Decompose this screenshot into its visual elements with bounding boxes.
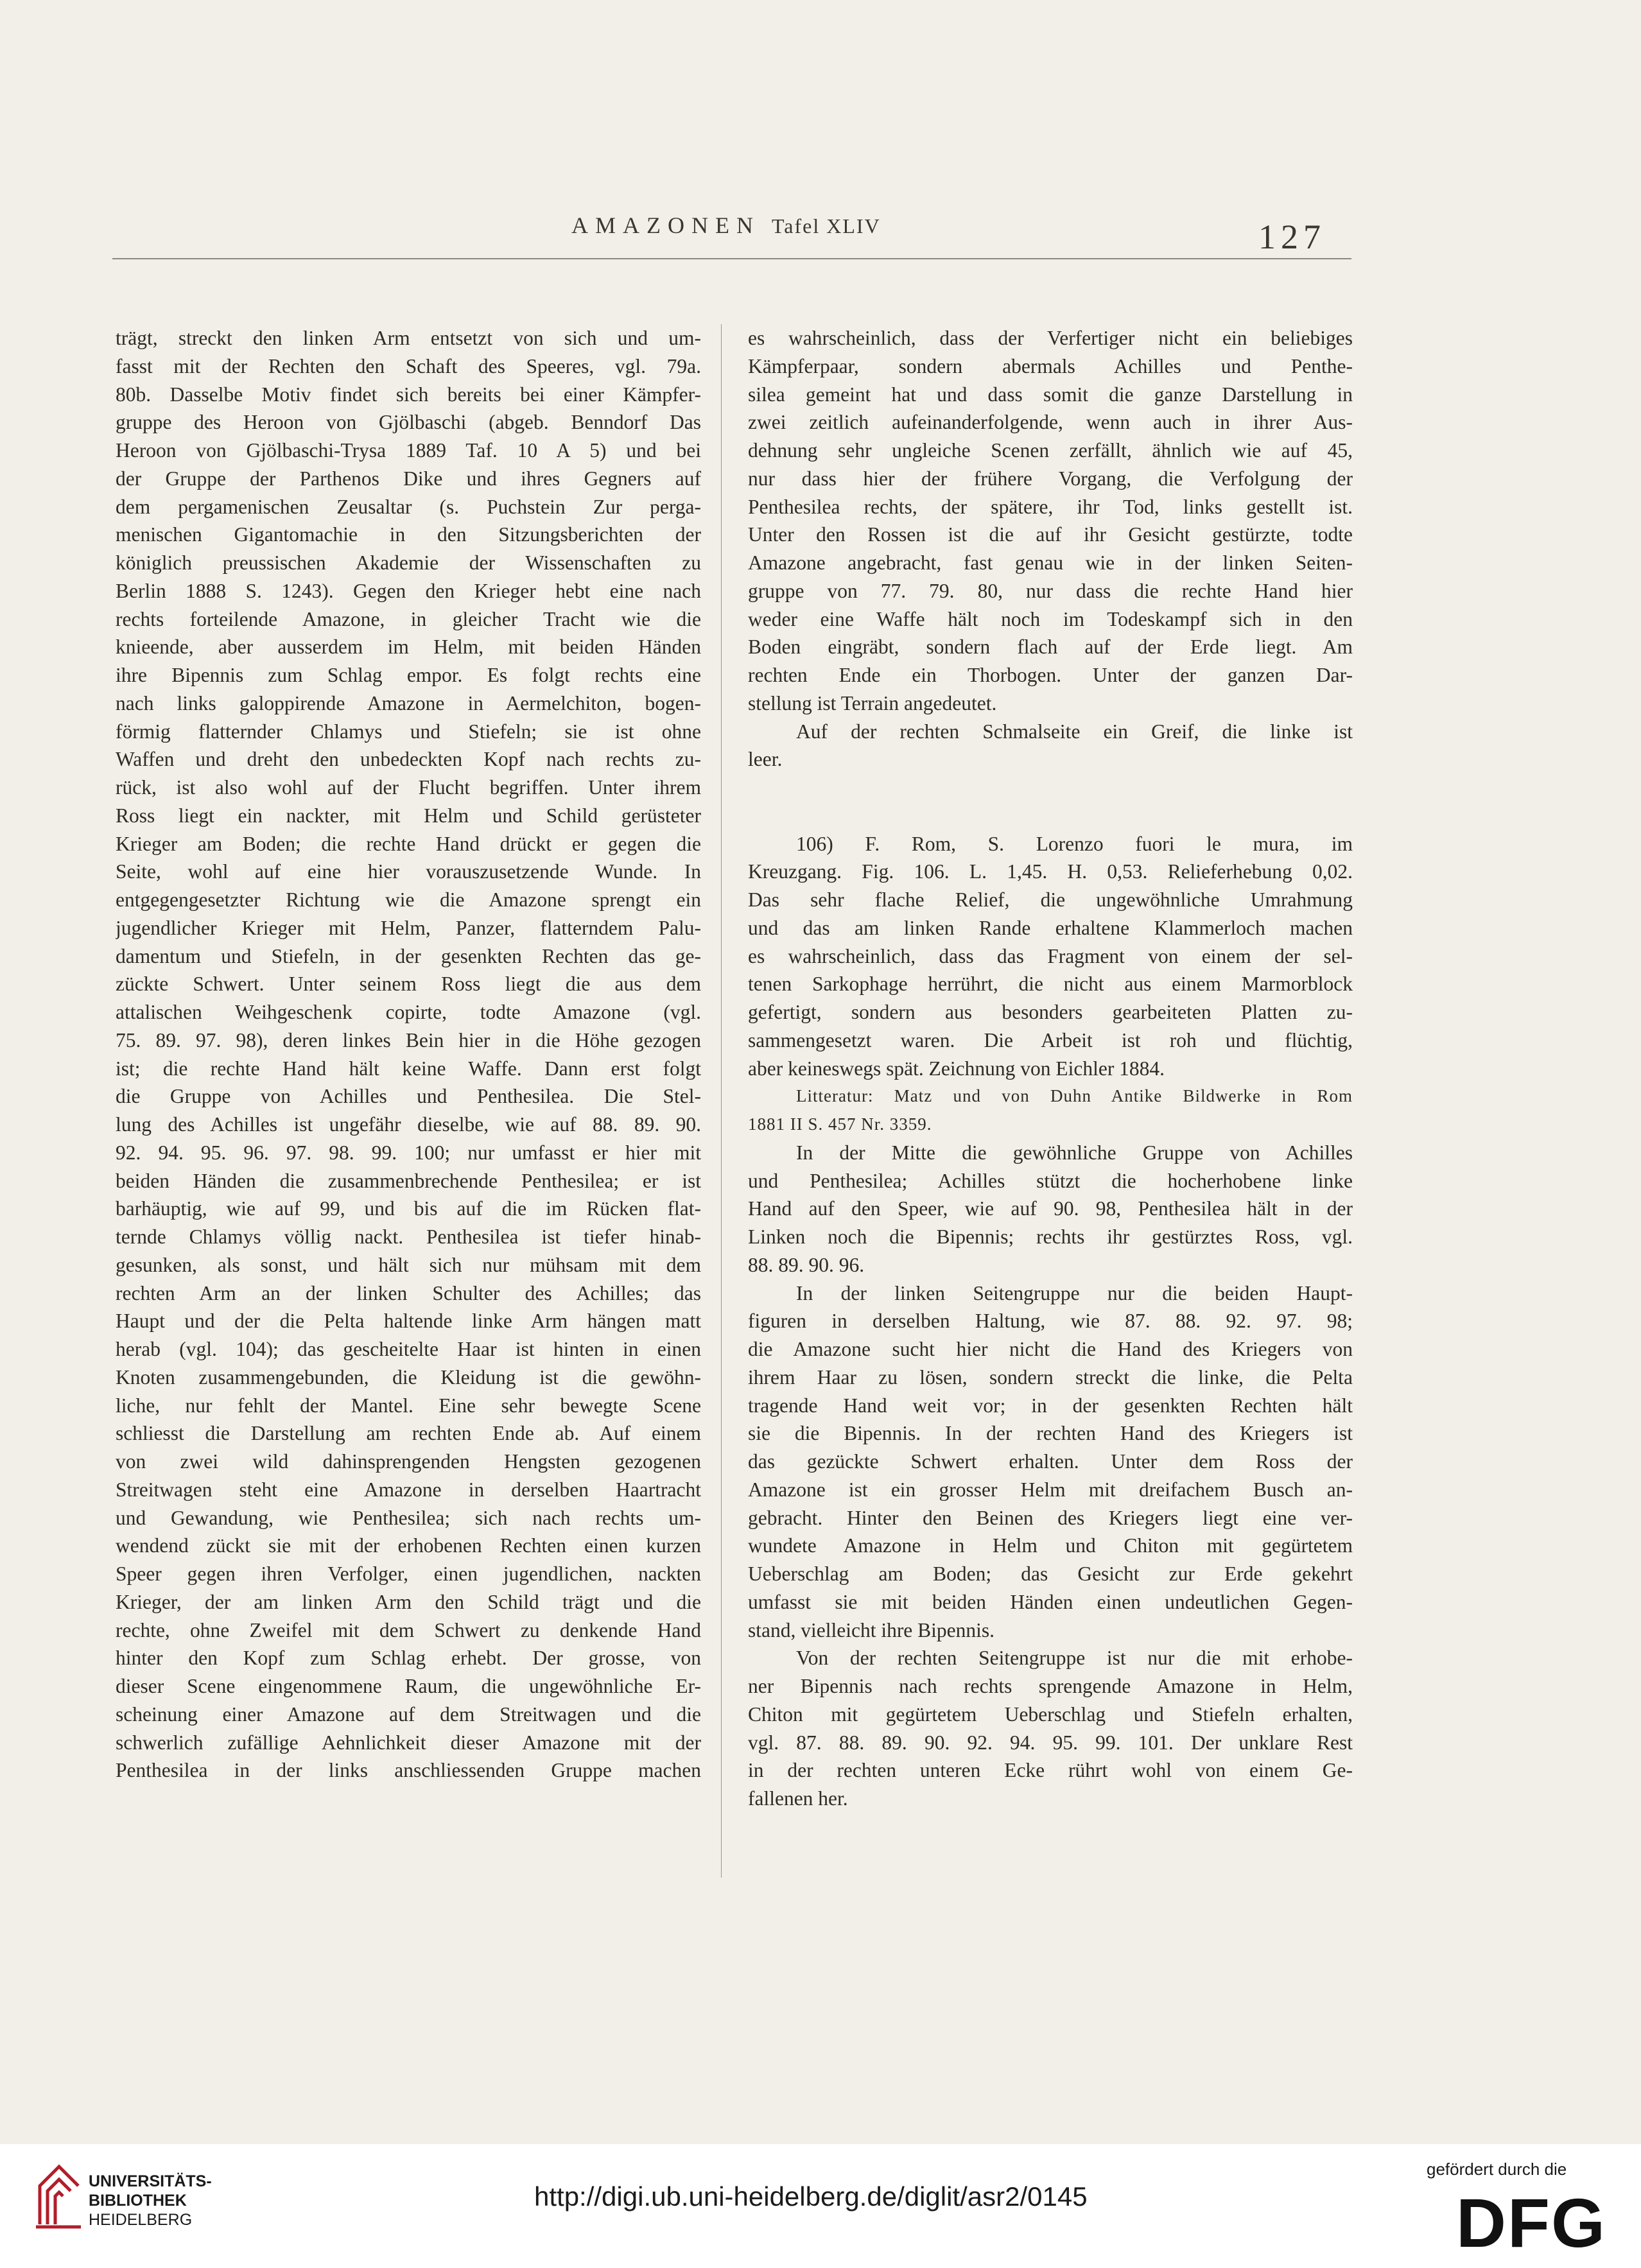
text-line: Knoten zusammengebunden, die Kleidung ist die gewöhn- <box>116 1365 701 1389</box>
text-line: Penthesilea in der links anschliessenden Gruppe machen <box>116 1759 701 1782</box>
text-line: attalischen Weihgeschenk copirte, todte Amazone (vgl. <box>116 1001 701 1023</box>
text-line: hinter den Kopf zum Schlag erhebt. Der grosse, von <box>116 1647 701 1670</box>
text-line: fallenen her. <box>748 1787 848 1810</box>
text-line: rechten Ende ein Thorbogen. Unter der ganzen Dar- <box>748 664 1353 686</box>
text-line: Penthesilea rechts, der spätere, ihr Tod, links gestellt ist. <box>748 495 1353 518</box>
text-line: silea gemeint hat und dass somit die ganze Darstellung in <box>748 383 1353 406</box>
text-line: Hand auf den Speer, wie auf 90. 98, Penthesilea hält in der <box>748 1197 1353 1220</box>
text-line: 80b. Dasselbe Motiv findet sich bereits bei einer Kämpfer- <box>116 383 701 406</box>
text-line: ist; die rechte Hand hält keine Waffe. Dann erst folgt <box>116 1057 701 1080</box>
text-line: die Gruppe von Achilles und Penthesilea. Die Stel- <box>116 1085 701 1108</box>
text-line: ihrem Haar zu lösen, sondern streckt die linke, die Pelta <box>748 1365 1353 1389</box>
text-line: und das am linken Rande erhaltene Klammerloch machen <box>748 916 1353 939</box>
text-line: gruppe von 77. 79. 80, nur dass die rechte Hand hier <box>748 579 1353 602</box>
text-line: ner Bipennis nach rechts sprengende Amazone in Helm, <box>748 1675 1353 1697</box>
text-line: zwei zeitlich aufeinanderfolgende, wenn auch in ihrer Aus- <box>748 411 1353 434</box>
text-line: beiden Händen die zusammenbrechende Penthesilea; er ist <box>116 1169 701 1192</box>
text-line: in der rechten unteren Ecke rührt wohl von einem Ge- <box>748 1759 1353 1782</box>
text-line: rück, ist also wohl auf der Flucht begriffen. Unter ihrem <box>116 776 701 799</box>
text-line: Das sehr flache Relief, die ungewöhnliche Umrahmung <box>748 888 1353 911</box>
text-line: rechts forteilende Amazone, in gleicher Tracht wie die <box>116 607 701 630</box>
text-line: Von der rechten Seitengruppe ist nur die mit erhobe- <box>796 1647 1353 1670</box>
text-line: ternde Chlamys völlig nackt. Penthesilea ist tiefer hinab- <box>116 1225 701 1248</box>
text-line: jugendlicher Krieger mit Helm, Panzer, flatterndem Palu- <box>116 916 701 939</box>
text-line: und Penthesilea; Achilles stützt die hocherhobene linke <box>748 1169 1353 1192</box>
library-name-line1: UNIVERSITÄTS- <box>89 2172 212 2190</box>
text-line: weder eine Waffe hält noch im Todeskampf sich in den <box>748 607 1353 630</box>
left-text-column <box>116 324 701 1785</box>
text-line: tenen Sarkophage herrührt, die nicht aus einem Marmorblock <box>748 973 1353 996</box>
text-line: Ross liegt ein nackter, mit Helm und Schild gerüsteter <box>116 804 701 827</box>
text-line: wundete Amazone in Helm und Chiton mit gegürtetem <box>748 1534 1353 1557</box>
text-line: Waffen und dreht den unbedeckten Kopf nach rechts zu- <box>116 748 701 771</box>
paragraph-gap <box>748 774 1353 802</box>
column-divider <box>721 324 722 1878</box>
paragraph-gap <box>748 802 1353 830</box>
page-number: 127 <box>1258 218 1326 256</box>
text-line: barhäuptig, wie auf 99, und bis auf die im Rücken flat- <box>116 1197 701 1220</box>
funding-label: gefördert durch die <box>1427 2160 1567 2179</box>
library-name <box>89 2172 212 2229</box>
text-line: Kreuzgang. Fig. 106. L. 1,45. H. 0,53. Relieferhebung 0,02. <box>748 860 1353 883</box>
text-line: tragende Hand weit vor; in der gesenkten Rechten hält <box>748 1394 1353 1417</box>
text-line: menischen Gigantomachie in den Sitzungsberichten der <box>116 523 701 546</box>
text-line: fasst mit der Rechten den Schaft des Speeres, vgl. 79a. <box>116 354 701 377</box>
text-line: dem pergamenischen Zeusaltar (s. Puchstein Zur perga- <box>116 495 701 518</box>
running-head-plate: Tafel XLIV <box>771 214 881 238</box>
text-line: 88. 89. 90. 96. <box>748 1253 865 1276</box>
text-line: schliesst die Darstellung am rechten Ende ab. Auf einem <box>116 1422 701 1445</box>
text-line: lung des Achilles ist ungefähr dieselbe, wie auf 88. 89. 90. <box>116 1113 701 1136</box>
text-line: Streitwagen steht eine Amazone in derselben Haartracht <box>116 1478 701 1501</box>
text-line: gruppe des Heroon von Gjölbaschi (abgeb. Benndorf Das <box>116 411 701 434</box>
text-line: der Gruppe der Parthenos Dike und ihres Gegners auf <box>116 467 701 490</box>
running-head-title: AMAZONEN <box>571 212 760 238</box>
running-head <box>571 212 881 239</box>
text-line: 75. 89. 97. 98), deren linkes Bein hier in die Höhe gezogen <box>116 1028 701 1052</box>
text-line: gebracht. Hinter den Beinen des Kriegers liegt eine ver- <box>748 1506 1353 1529</box>
text-line: förmig flatternder Chlamys und Stiefeln; sie ist ohne <box>116 720 701 743</box>
text-line: herab (vgl. 104); das gescheitelte Haar ist hinten in einen <box>116 1338 701 1360</box>
text-line: Boden eingräbt, sondern flach auf der Erde liegt. Am <box>748 636 1353 659</box>
text-line: entgegengesetzter Richtung wie die Amazone sprengt ein <box>116 888 701 911</box>
text-line: von zwei wild dahinsprengenden Hengsten gezogenen <box>116 1450 701 1473</box>
text-line: Krieger am Boden; die rechte Hand drückt er gegen die <box>116 832 701 855</box>
text-line: gesunken, als sonst, und hält sich nur mühsam mit dem <box>116 1253 701 1276</box>
text-line: aber keineswegs spät. Zeichnung von Eichler 1884. <box>748 1057 1165 1080</box>
text-line: stand, vielleicht ihre Bipennis. <box>748 1618 995 1641</box>
text-line: nach links galoppirende Amazone in Aermelchiton, bogen- <box>116 691 701 714</box>
text-line: Heroon von Gjölbaschi-Trysa 1889 Taf. 10 A 5) und bei <box>116 439 701 462</box>
text-line: königlich preussischen Akademie der Wissenschaften zu <box>116 551 701 574</box>
text-line: wendend zückt sie mit der erhobenen Rechten einen kurzen <box>116 1534 701 1557</box>
text-line: es wahrscheinlich, dass das Fragment von einem der sel- <box>748 944 1353 967</box>
text-line: trägt, streckt den linken Arm entsetzt von sich und um- <box>116 327 701 349</box>
text-line: sie die Bipennis. In der rechten Hand des Kriegers ist <box>748 1422 1353 1445</box>
text-line: Litteratur: Matz und von Duhn Antike Bildwerke in Rom <box>796 1086 1353 1106</box>
text-line: dieser Scene eingenommene Raum, die ungewöhnliche Er- <box>116 1675 701 1697</box>
text-line: damentum und Stiefeln, in der gesenkten Rechten das ge- <box>116 944 701 967</box>
header-rule <box>112 258 1351 259</box>
text-line: 106) F. Rom, S. Lorenzo fuori le mura, im <box>796 832 1353 855</box>
text-line: In der linken Seitengruppe nur die beiden Haupt- <box>796 1281 1353 1304</box>
text-line: figuren in derselben Haltung, wie 87. 88. 92. 97. 98; <box>748 1310 1353 1333</box>
text-line: es wahrscheinlich, dass der Verfertiger nicht ein beliebiges <box>748 327 1353 349</box>
heidelberg-university-library-logo-icon <box>33 2160 83 2231</box>
text-line: Krieger, der am linken Arm den Schild trägt und die <box>116 1590 701 1613</box>
text-line: leer. <box>748 748 783 771</box>
text-line: gefertigt, sondern aus besonders gearbeiteten Platten zu- <box>748 1001 1353 1023</box>
text-line: Speer gegen ihren Verfolger, einen jugendlichen, nackten <box>116 1562 701 1585</box>
text-line: knieende, aber ausserdem im Helm, mit beiden Händen <box>116 636 701 659</box>
text-line: sammengesetzt waren. Die Arbeit ist roh und flüchtig, <box>748 1028 1353 1052</box>
text-line: dehnung sehr ungleiche Scenen zerfällt, ähnlich wie auf 45, <box>748 439 1353 462</box>
text-line: 92. 94. 95. 96. 97. 98. 99. 100; nur umfasst er hier mit <box>116 1141 701 1164</box>
text-line: Linken noch die Bipennis; rechts ihr gestürztes Ross, vgl. <box>748 1225 1353 1248</box>
text-line: In der Mitte die gewöhnliche Gruppe von Achilles <box>796 1141 1353 1164</box>
text-line: scheinung einer Amazone auf dem Streitwagen und die <box>116 1702 701 1726</box>
text-line: Berlin 1888 S. 1243). Gegen den Krieger hebt eine nach <box>116 579 701 602</box>
text-line: Ueberschlag am Boden; das Gesicht zur Erde gekehrt <box>748 1562 1353 1585</box>
text-line: Amazone ist ein grosser Helm mit dreifachem Busch an- <box>748 1478 1353 1501</box>
text-line: Auf der rechten Schmalseite ein Greif, die linke ist <box>796 720 1353 743</box>
text-line: stellung ist Terrain angedeutet. <box>748 691 997 714</box>
text-line: nur dass hier der frühere Vorgang, die Verfolgung der <box>748 467 1353 490</box>
text-line: Haupt und der die Pelta haltende linke Arm hängen matt <box>116 1310 701 1333</box>
text-line: zückte Schwert. Unter seinem Ross liegt die aus dem <box>116 973 701 996</box>
text-line: rechten Arm an der linken Schulter des Achilles; das <box>116 1281 701 1304</box>
text-line: die Amazone sucht hier nicht die Hand des Kriegers von <box>748 1338 1353 1360</box>
text-line: Chiton mit gegürtetem Ueberschlag und Stiefeln erhalten, <box>748 1702 1353 1726</box>
library-name-line2: BIBLIOTHEK <box>89 2192 187 2210</box>
text-line: vgl. 87. 88. 89. 90. 92. 94. 95. 99. 101. Der unklare Rest <box>748 1731 1353 1754</box>
text-line: schwerlich zufällige Aehnlichkeit dieser Amazone mit der <box>116 1731 701 1754</box>
source-url-link[interactable]: http://digi.ub.uni-heidelberg.de/diglit/asr2/0145 <box>534 2181 1088 2212</box>
text-line: ihre Bipennis zum Schlag empor. Es folgt rechts eine <box>116 664 701 686</box>
right-text-column <box>748 324 1353 1813</box>
text-line: Unter den Rossen ist die auf ihr Gesicht gestürzte, todte <box>748 523 1353 546</box>
text-line: umfasst sie mit beiden Händen einen undeutlichen Gegen- <box>748 1590 1353 1613</box>
text-line: und Gewandung, wie Penthesilea; sich nach rechts um- <box>116 1506 701 1529</box>
text-line: Amazone angebracht, fast genau wie in der linken Seiten- <box>748 551 1353 574</box>
text-line: rechte, ohne Zweifel mit dem Schwert zu denkende Hand <box>116 1618 701 1641</box>
dfg-logo: DFG <box>1456 2184 1606 2262</box>
text-line: Seite, wohl auf eine hier vorauszusetzende Wunde. In <box>116 860 701 883</box>
text-line: 1881 II S. 457 Nr. 3359. <box>748 1114 932 1134</box>
text-line: das gezückte Schwert erhalten. Unter dem Ross der <box>748 1450 1353 1473</box>
text-line: liche, nur fehlt der Mantel. Eine sehr bewegte Scene <box>116 1394 701 1417</box>
library-name-line3: HEIDELBERG <box>89 2211 193 2229</box>
text-line: Kämpferpaar, sondern abermals Achilles und Penthe- <box>748 354 1353 377</box>
